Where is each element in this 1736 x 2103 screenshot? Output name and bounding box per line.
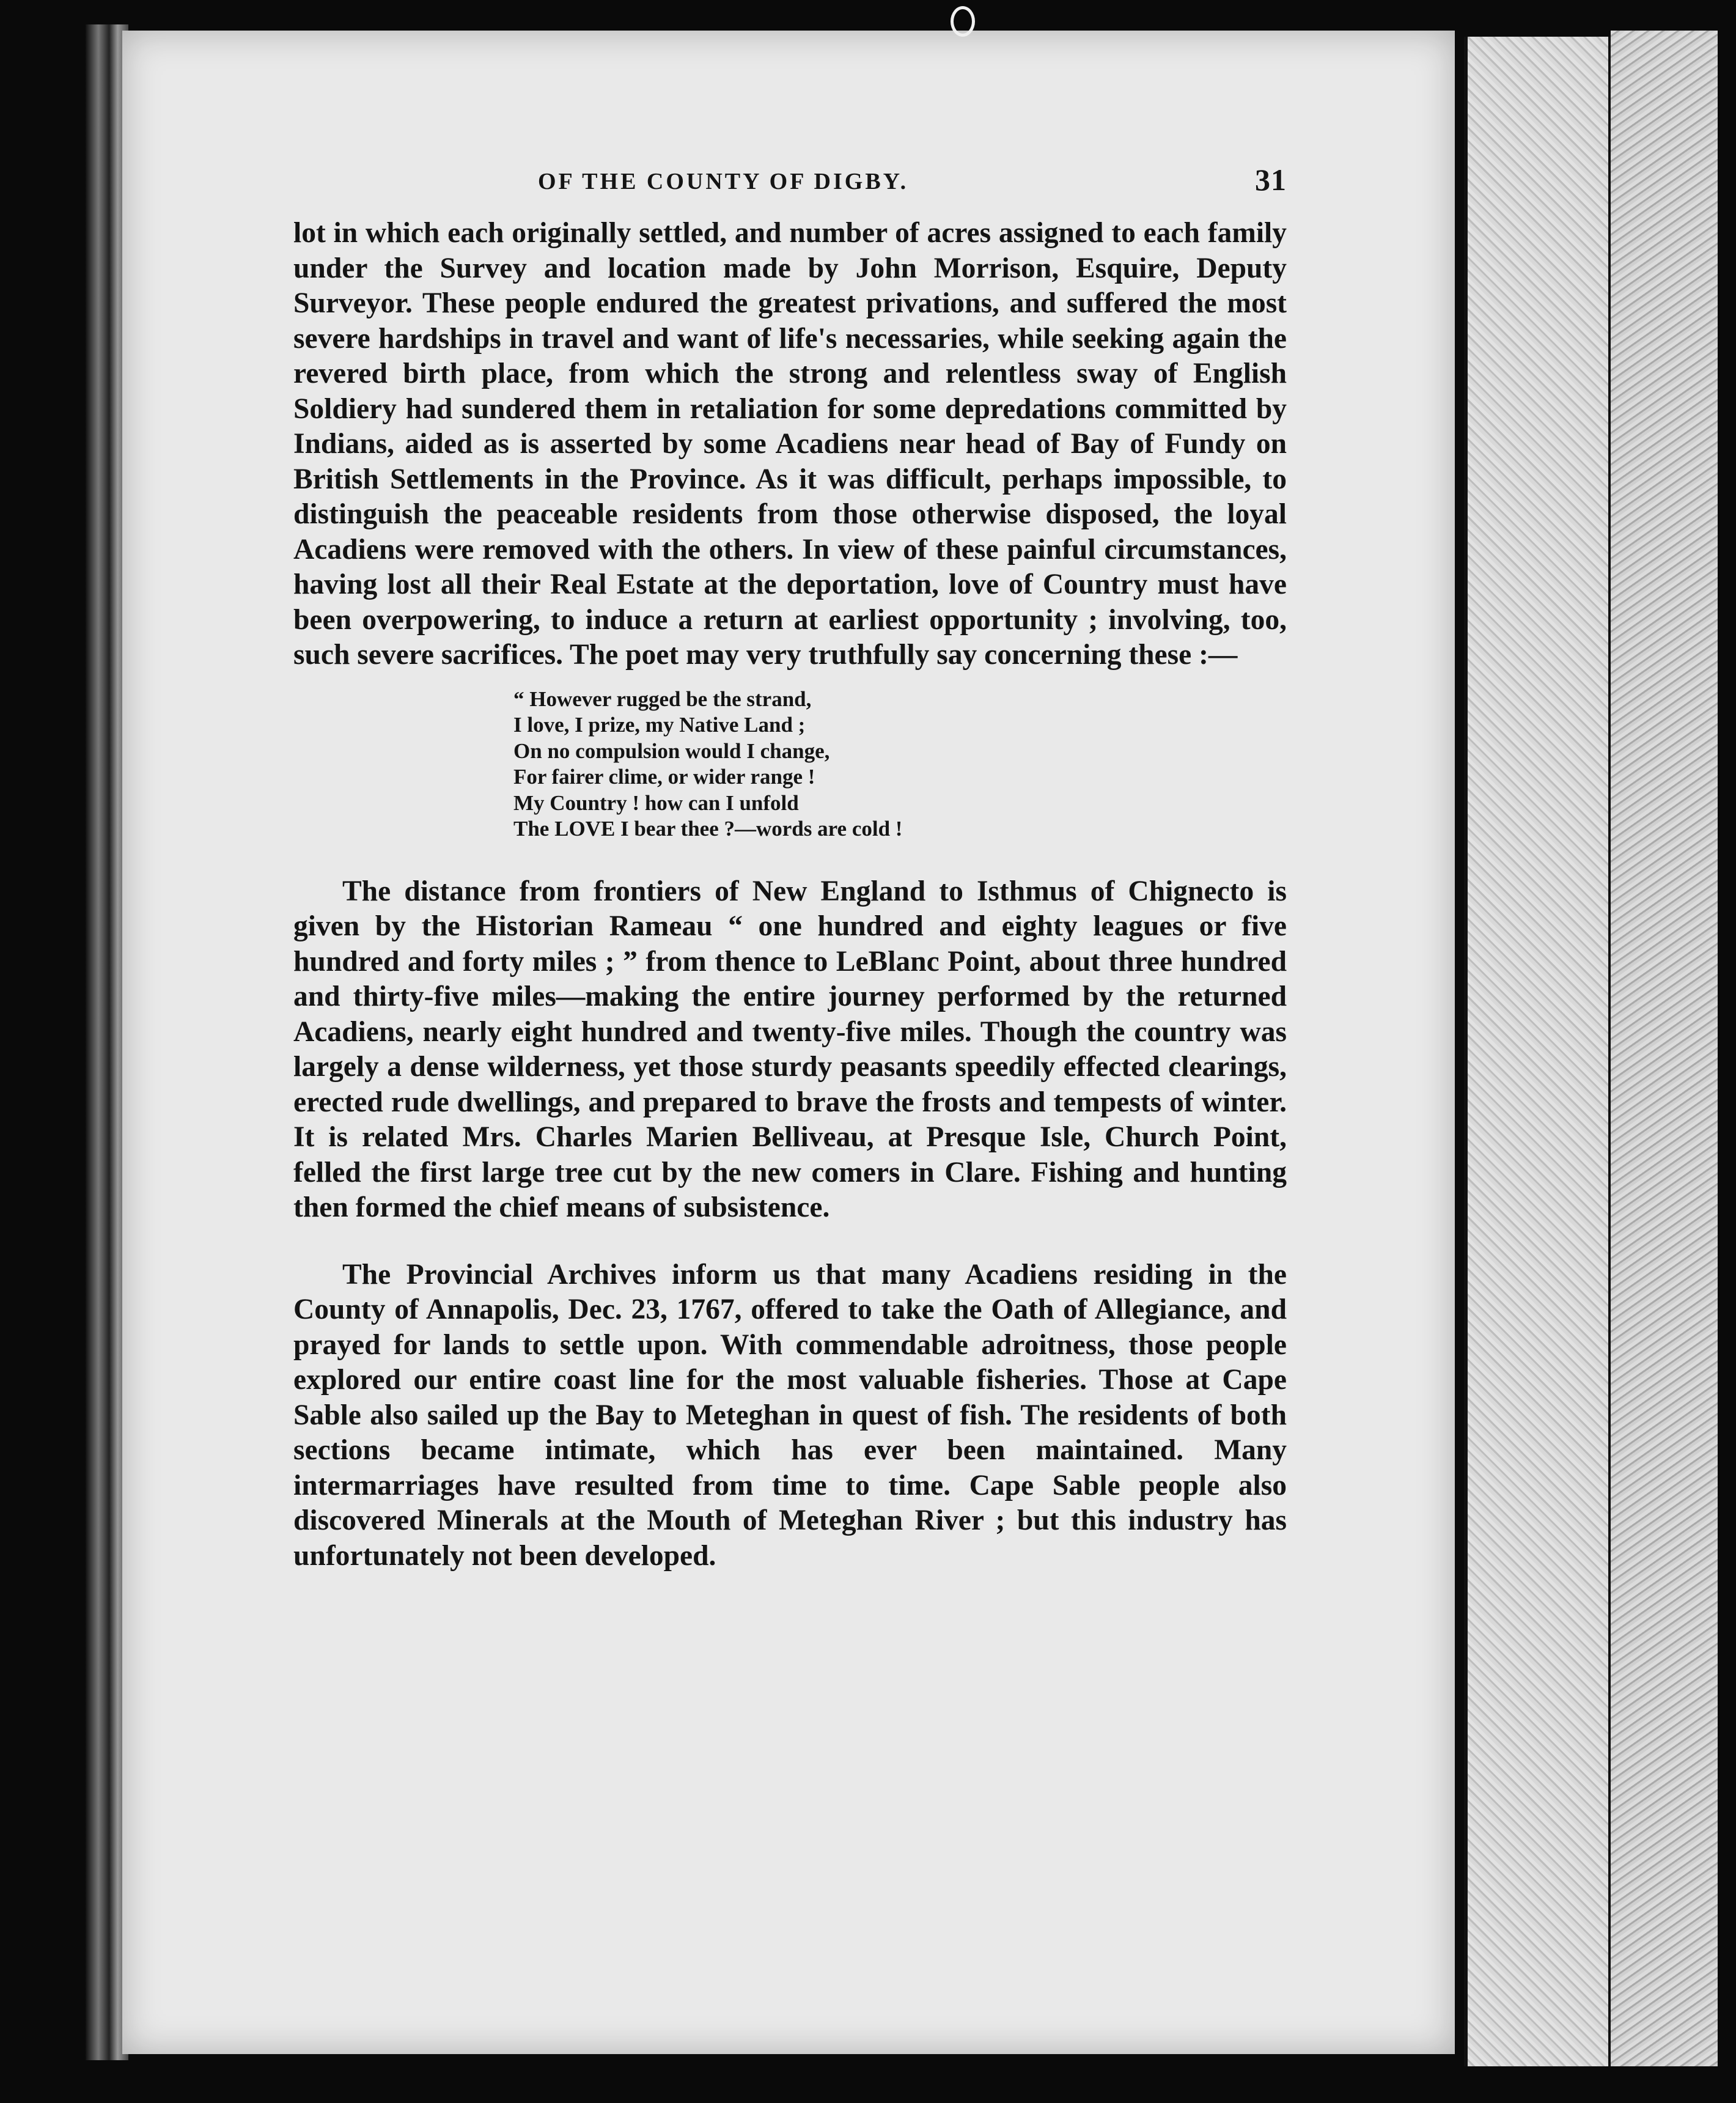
poem-line: I love, I prize, my Native Land ; (513, 713, 806, 737)
running-head (293, 162, 1287, 205)
page-number: 31 (1255, 163, 1287, 197)
poem-quotation (513, 687, 1287, 842)
paragraph-3: The Provincial Archives inform us that many Acadiens residing in the County of Annapolis, Dec. 23, 1767, offered to take the Oath of Allegiance, and prayed for lands to settle upon. With commendable adroitness, those people explored our entire coast line for the most valuable fisheries. Those at Cape Sable also sailed up the Bay to Meteghan in quest of fish. The residents of both sections became intimate, which has ever been maintained. Many intermarriages have resulted from time to time. Cape Sable people also discovered Minerals at the Mouth of Meteghan River ; but this industry has unfortunately not been developed. (293, 1258, 1287, 1572)
film-registration-mark (951, 6, 975, 37)
adjacent-page-edge (1611, 31, 1718, 2066)
poem-line: On no compulsion would I change, (513, 738, 830, 763)
paragraph-2: The distance from frontiers of New England to Isthmus of Chignecto is given by the Historian Rameau “ one hundred and eighty leagues or five hundred and forty miles ; ” from thence to LeBlanc Point, about three hundred and thirty-five miles—making the entire journey performed by the returned Acadiens, nearly eight hundred and twenty-five miles. Though the country was largely a dense wilderness, yet those sturdy peasants speedily effected clearings, erected rude dwellings, and prepared to brave the frosts and tempests of winter. It is related Mrs. Charles Marien Belliveau, at Presque Isle, Church Point, felled the first large tree cut by the new comers in Clare. Fishing and hunting then formed the chief means of subsistence. (293, 875, 1287, 1223)
paragraph-1: lot in which each originally settled, and number of acres assigned to each family under the Survey and location made by John Morrison, Esquire, Deputy Surveyor. These people endured the greatest privations, and suffered the most severe hardships in travel and want of life's necessaries, while seeking again the revered birth place, from which the strong and relentless sway of English Soldiery had sundered them in retaliation for some depredations committed by Indians, aided as is asserted by some Acadiens near head of Bay of Fundy on British Settlements in the Province. As it was difficult, perhaps impossible, to distinguish the peaceable residents from those otherwise disposed, the loyal Acadiens were removed with the others. In view of these painful circumstances, having lost all their Real Estate at the deportation, love of Country must have been overpowering, to induce a return at earliest opportunity ; involving, too, such severe sacrifices. The poet may very truthfully say concerning these :— (293, 217, 1287, 671)
page-content (293, 162, 1287, 1574)
poem-line: “ However rugged be the strand, (513, 687, 812, 711)
running-title: OF THE COUNTY OF DIGBY. (538, 169, 909, 194)
adjacent-page-strip (1464, 37, 1614, 2066)
poem-line: My Country ! how can I unfold (513, 790, 799, 815)
body-text (293, 216, 1287, 1574)
poem-line: For fairer clime, or wider range ! (513, 765, 815, 789)
poem-line: The LOVE I bear thee ?—words are cold ! (513, 817, 903, 841)
